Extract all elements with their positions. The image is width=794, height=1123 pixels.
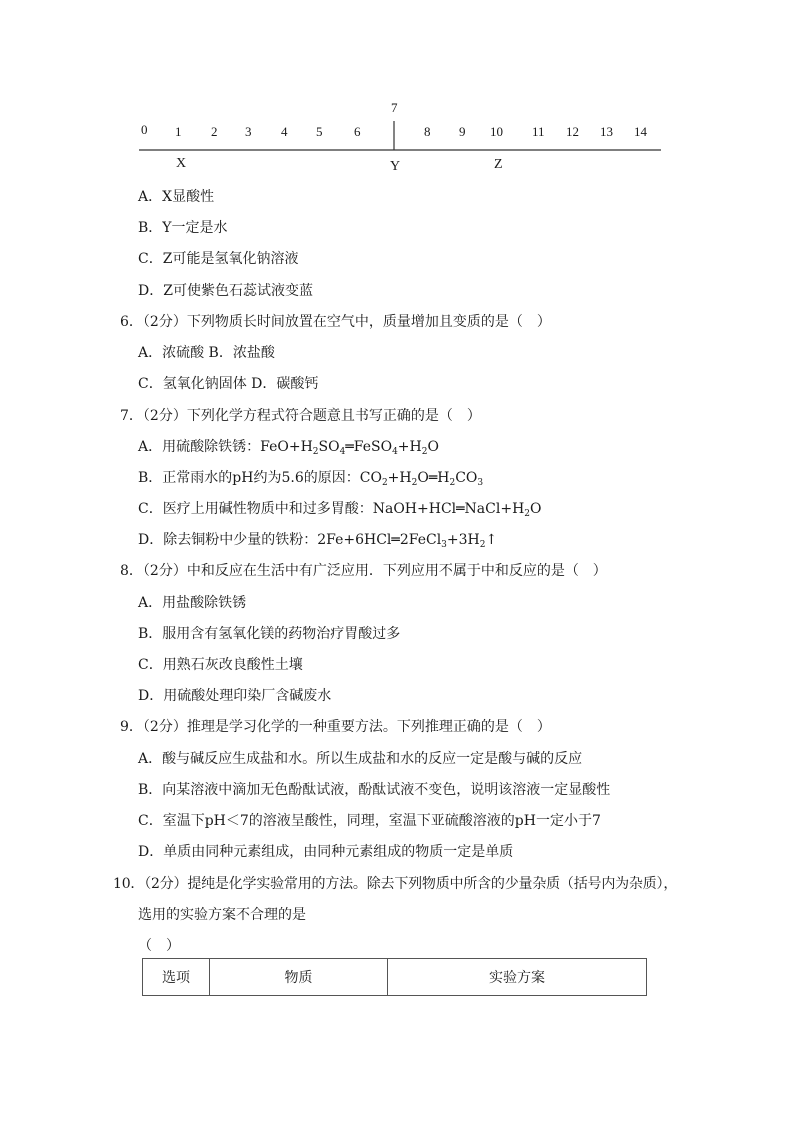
tick-label-0: 0 bbox=[141, 122, 148, 137]
tick-label-10: 10 bbox=[490, 124, 503, 139]
point-label-z: Z bbox=[494, 157, 503, 172]
q6-stem: 6．（2分）下列物质长时间放置在空气中，质量增加且变质的是（ ） bbox=[120, 314, 551, 330]
point-label-x: X bbox=[176, 156, 187, 171]
q7-option-b: B．正常雨水的pH约为5.6的原因：$CO_2+H_2O═H_2CO_3$ bbox=[138, 470, 484, 488]
q9-option-d: D．单质由同种元素组成，由同种元素组成的物质一定是单质 bbox=[138, 844, 514, 860]
table-header-substance: 物质 bbox=[210, 959, 388, 996]
q10-stem-line-2: 选用的实验方案不合理的是 bbox=[138, 907, 306, 923]
tick-label-13: 13 bbox=[600, 124, 613, 139]
tick-label-3: 3 bbox=[245, 124, 252, 139]
tick-label-4: 4 bbox=[281, 124, 288, 139]
q8-option-c: C．用熟石灰改良酸性土壤 bbox=[138, 657, 303, 673]
q8-option-d: D．用硫酸处理印染厂含碱废水 bbox=[138, 688, 332, 704]
tick-label-12: 12 bbox=[566, 124, 579, 139]
q8-option-b: B．服用含有氢氧化镁的药物治疗胃酸过多 bbox=[138, 626, 401, 642]
tick-label-8: 8 bbox=[424, 124, 431, 139]
q7-option-c: C．医疗上用碱性物质中和过多胃酸：$NaOH+HCl═NaCl+H_2O$ bbox=[138, 501, 542, 519]
q6-options-line-1: A．浓硫酸 B．浓盐酸 bbox=[138, 345, 275, 361]
q9-option-c: C．室温下pH＜7的溶液呈酸性，同理，室温下亚硫酸溶液的pH一定小于7 bbox=[138, 813, 601, 829]
q8-stem: 8．（2分）中和反应在生活中有广泛应用．下列应用不属于中和反应的是（ ） bbox=[120, 563, 607, 579]
table-header-row bbox=[143, 959, 647, 996]
tick-label-9: 9 bbox=[459, 124, 466, 139]
tick-label-5: 5 bbox=[316, 124, 323, 139]
table-header-method: 实验方案 bbox=[388, 959, 647, 996]
number-line-axis bbox=[0, 0, 794, 180]
q5-option-c: C．Z可能是氢氧化钠溶液 bbox=[138, 251, 299, 267]
q6-options-line-2: C．氢氧化钠固体 D．碳酸钙 bbox=[138, 376, 319, 392]
tick-label-1: 1 bbox=[175, 124, 182, 139]
q9-stem: 9．（2分）推理是学习化学的一种重要方法。下列推理正确的是（ ） bbox=[120, 719, 551, 735]
tick-label-2: 2 bbox=[211, 124, 218, 139]
tick-label-11: 11 bbox=[532, 124, 545, 139]
q9-option-b: B．向某溶液中滴加无色酚酞试液，酚酞试液不变色，说明该溶液一定显酸性 bbox=[138, 782, 611, 798]
q7-option-a: A．用硫酸除铁锈：$FeO+H_2SO_4═FeSO_4+H_2O$ bbox=[138, 439, 439, 457]
q5-option-b: B．Y一定是水 bbox=[138, 220, 228, 236]
q10-answer-paren: （ ） bbox=[138, 938, 180, 954]
q5-option-a: A．X显酸性 bbox=[138, 189, 215, 205]
q7-option-d: D．除去铜粉中少量的铁粉：$2Fe+6HCl═2FeCl_3+3H_2↑$ bbox=[138, 532, 498, 550]
tick-label-14: 14 bbox=[634, 124, 647, 139]
q10-table bbox=[142, 958, 647, 996]
table-header-option: 选项 bbox=[143, 959, 210, 996]
q9-option-a: A．酸与碱反应生成盐和水。所以生成盐和水的反应一定是酸与碱的反应 bbox=[138, 751, 583, 767]
q5-option-d: D．Z可使紫色石蕊试液变蓝 bbox=[138, 283, 313, 299]
q7-stem: 7．（2分）下列化学方程式符合题意且书写正确的是（ ） bbox=[120, 408, 481, 424]
tick-label-7: 7 bbox=[391, 100, 398, 115]
point-label-y: Y bbox=[390, 159, 401, 174]
tick-label-6: 6 bbox=[354, 124, 361, 139]
q10-stem-line-1: 10．（2分）提纯是化学实验常用的方法。除去下列物质中所含的少量杂质（括号内为杂质）， bbox=[113, 876, 678, 892]
q8-option-a: A．用盐酸除铁锈 bbox=[138, 595, 247, 611]
